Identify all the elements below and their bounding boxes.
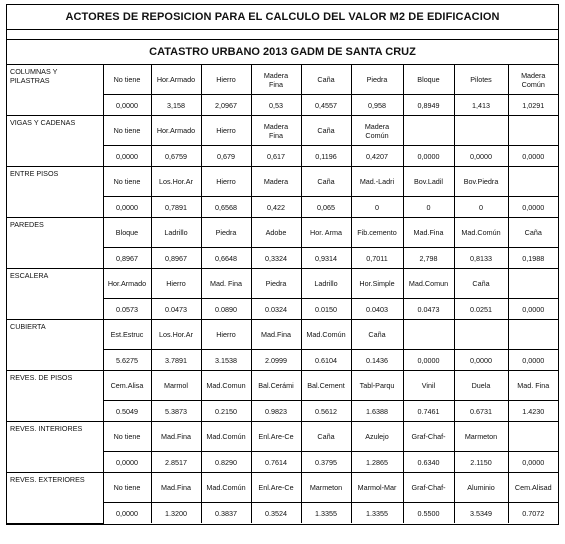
material-label	[508, 473, 558, 503]
material-label	[351, 320, 403, 350]
factor-value: 0.0573	[103, 299, 151, 320]
factor-value: 1.3355	[351, 503, 403, 524]
material-label-text: Hierro	[216, 330, 236, 339]
factors-table	[7, 65, 558, 524]
material-label-text: Marmol	[164, 381, 188, 390]
material-label	[103, 473, 151, 503]
material-label	[301, 116, 351, 146]
material-label-text: Hierro	[216, 126, 236, 135]
factor-value: 0.0251	[454, 299, 508, 320]
material-label	[251, 65, 301, 95]
material-label	[351, 269, 403, 299]
material-label	[251, 116, 301, 146]
category-label: PAREDES	[7, 218, 103, 269]
material-label-text: Fib.cemento	[357, 228, 397, 237]
factor-value: 0,1196	[301, 146, 351, 167]
factor-value: 0.6731	[454, 401, 508, 422]
material-label-row	[7, 422, 558, 452]
material-label-text: No tiene	[113, 126, 141, 135]
material-label-text: Vinil	[421, 381, 436, 390]
factor-value: 0,8967	[103, 248, 151, 269]
factor-value: 0.3795	[301, 452, 351, 473]
material-label-text: Mad.Comun	[206, 381, 246, 390]
material-label-text: Azulejo	[365, 432, 389, 441]
material-label-text: Hor.Armado	[156, 75, 196, 84]
material-label	[351, 371, 403, 401]
material-label	[251, 473, 301, 503]
material-label-text: Marmol-Mar	[357, 483, 397, 492]
factor-value: 0,0000	[508, 350, 558, 371]
factor-value: 1.3200	[151, 503, 201, 524]
material-label	[301, 269, 351, 299]
factor-value: 0.5049	[103, 401, 151, 422]
material-label	[103, 116, 151, 146]
material-label-text: Duela	[471, 381, 491, 390]
material-label-row	[7, 320, 558, 350]
material-label-text: Cem.Alisa	[110, 381, 144, 390]
factor-value: 0,6568	[201, 197, 251, 218]
factor-value: 0.0403	[351, 299, 403, 320]
material-label-text: Bov.Ladil	[413, 177, 444, 186]
material-label-row	[7, 371, 558, 401]
material-label	[301, 371, 351, 401]
material-label-text: Adobe	[265, 228, 287, 237]
factor-value: 0,6759	[151, 146, 201, 167]
factor-value: 0,617	[251, 146, 301, 167]
material-label-row	[7, 269, 558, 299]
material-label	[454, 65, 508, 95]
material-label-text: Aluminio	[467, 483, 495, 492]
factor-value: 0.7461	[403, 401, 454, 422]
factor-value: 0,0000	[403, 146, 454, 167]
material-label	[403, 320, 454, 350]
material-label-text: Los.Hor.Ar	[159, 330, 193, 339]
factor-value: 0.8290	[201, 452, 251, 473]
material-label	[201, 269, 251, 299]
factor-value: 0,3324	[251, 248, 301, 269]
factor-value: 0,9314	[301, 248, 351, 269]
material-label-text: Caña	[472, 279, 490, 288]
factor-value: 0,0000	[508, 299, 558, 320]
material-label-row	[7, 116, 558, 146]
material-label	[508, 422, 558, 452]
factor-value: 0,8967	[151, 248, 201, 269]
material-label-text: Caña	[317, 432, 335, 441]
material-label	[508, 371, 558, 401]
factor-value: 3.1538	[201, 350, 251, 371]
factor-value: 0,4557	[301, 95, 351, 116]
factor-value: 0,0000	[103, 95, 151, 116]
material-label	[508, 167, 558, 197]
factor-value: 2.1150	[454, 452, 508, 473]
factor-value: 1.6388	[351, 401, 403, 422]
factor-value: 0.7072	[508, 503, 558, 524]
material-label-text: Ladrillo	[164, 228, 188, 237]
material-label-text: Marmeton	[309, 483, 343, 492]
factor-value: 0,0000	[403, 350, 454, 371]
material-label	[403, 65, 454, 95]
category-label: CUBIERTA	[7, 320, 103, 371]
factor-value: 1.3355	[301, 503, 351, 524]
material-label-text: Bal.Cement	[307, 381, 345, 390]
factor-value: 0	[454, 197, 508, 218]
factor-value: 0,7891	[151, 197, 201, 218]
material-label	[403, 422, 454, 452]
material-label	[251, 269, 301, 299]
material-label	[301, 65, 351, 95]
factor-value: 0,0000	[103, 146, 151, 167]
factor-value: 0.9823	[251, 401, 301, 422]
material-label	[403, 116, 454, 146]
factor-value: 3,158	[151, 95, 201, 116]
material-label-text: Hierro	[166, 279, 186, 288]
material-label	[351, 473, 403, 503]
material-label-text: Mad.-Ladri	[359, 177, 395, 186]
material-label-text: Mad.Fina	[413, 228, 444, 237]
material-label-text: Bal.Cerámi	[258, 381, 294, 390]
factor-value: 0,0000	[103, 503, 151, 524]
factor-value: 0.3524	[251, 503, 301, 524]
factors-sheet	[6, 4, 559, 525]
category-label: COLUMNAS Y PILASTRAS	[7, 65, 103, 116]
material-label-text: Mad.Común	[306, 330, 346, 339]
material-label-text: Marmeton	[464, 432, 498, 441]
factor-value: 0,1988	[508, 248, 558, 269]
material-label	[151, 116, 201, 146]
material-label	[454, 371, 508, 401]
material-label	[201, 320, 251, 350]
category-label: ESCALERA	[7, 269, 103, 320]
material-label-text: Est.Estruc	[110, 330, 144, 339]
category-label: ENTRE PISOS	[7, 167, 103, 218]
material-label	[403, 473, 454, 503]
material-label-text: Graf-Chaf-	[411, 432, 446, 441]
material-label-text: Enl.Are-Ce	[258, 483, 294, 492]
factor-value: 0.5612	[301, 401, 351, 422]
factor-value: 0.0890	[201, 299, 251, 320]
material-label	[301, 320, 351, 350]
factor-value: 0,6648	[201, 248, 251, 269]
material-label	[351, 167, 403, 197]
factor-value: 2.0999	[251, 350, 301, 371]
material-label	[351, 116, 403, 146]
factor-value: 0.6340	[403, 452, 454, 473]
material-label	[403, 167, 454, 197]
material-label-row	[7, 218, 558, 248]
material-label-text: Enl.Are-Ce	[258, 432, 294, 441]
material-label	[454, 320, 508, 350]
material-label	[201, 371, 251, 401]
material-label	[301, 218, 351, 248]
material-label-text: Mad. Fina	[210, 279, 242, 288]
material-label-text: Piedra	[215, 228, 237, 237]
material-label	[151, 473, 201, 503]
material-label	[508, 269, 558, 299]
material-label-text: Piedra	[265, 279, 287, 288]
material-label-text: Mad. Fina	[517, 381, 550, 390]
factor-value: 0.0324	[251, 299, 301, 320]
factor-value: 1,0291	[508, 95, 558, 116]
material-label	[508, 320, 558, 350]
material-label	[351, 65, 403, 95]
material-label-text: Hierro	[216, 75, 236, 84]
material-label	[103, 269, 151, 299]
material-label	[301, 167, 351, 197]
material-label-text: Hor.Simple	[359, 279, 395, 288]
material-label	[103, 167, 151, 197]
factor-value: 5.3873	[151, 401, 201, 422]
material-label-row	[7, 167, 558, 197]
material-label	[454, 422, 508, 452]
material-label-text: Hor.Armado	[107, 279, 147, 288]
factor-value: 0	[351, 197, 403, 218]
factor-value: 2.8517	[151, 452, 201, 473]
material-label-text: Caña	[524, 228, 542, 237]
factor-value: 0,53	[251, 95, 301, 116]
material-label-text: Mad.Fina	[161, 483, 191, 492]
category-label: REVES. INTERIORES	[7, 422, 103, 473]
material-label-text: Hierro	[216, 177, 236, 186]
document-subtitle: CATASTRO URBANO 2013 GADM DE SANTA CRUZ	[7, 39, 558, 65]
factor-value: 0,422	[251, 197, 301, 218]
factor-value: 0	[403, 197, 454, 218]
material-label	[251, 371, 301, 401]
factor-value: 0,0000	[103, 197, 151, 218]
material-label	[508, 65, 558, 95]
factor-value: 0,8133	[454, 248, 508, 269]
factor-value: 0.2150	[201, 401, 251, 422]
factor-value: 0,0000	[508, 452, 558, 473]
factor-value: 1,413	[454, 95, 508, 116]
factor-value: 0.7614	[251, 452, 301, 473]
material-label-row	[7, 473, 558, 503]
material-label-text: Mad.Fina	[161, 432, 191, 441]
material-label	[301, 473, 351, 503]
factor-value: 0,065	[301, 197, 351, 218]
material-label-text: Madera Común	[521, 70, 546, 89]
material-label	[251, 422, 301, 452]
material-label-text: Caña	[317, 126, 335, 135]
material-label-text: No tiene	[113, 177, 141, 186]
material-label-text: Mad.Común	[461, 228, 501, 237]
material-label	[351, 218, 403, 248]
material-label	[508, 218, 558, 248]
material-label-text: Caña	[368, 330, 386, 339]
factor-value: 3.7891	[151, 350, 201, 371]
material-label-text: Mad.Fina	[261, 330, 291, 339]
material-label	[301, 422, 351, 452]
factor-value: 1.2865	[351, 452, 403, 473]
material-label	[251, 320, 301, 350]
material-label	[251, 167, 301, 197]
factor-value: 0,4207	[351, 146, 403, 167]
factor-value: 0.0473	[403, 299, 454, 320]
material-label-text: No tiene	[113, 432, 141, 441]
material-label-row	[7, 65, 558, 95]
factor-value: 0.1436	[351, 350, 403, 371]
material-label-text: Mad.Comun	[408, 279, 449, 288]
material-label	[201, 218, 251, 248]
material-label-text: No tiene	[113, 483, 141, 492]
material-label-text: Los.Hor.Ar	[159, 177, 193, 186]
material-label	[103, 65, 151, 95]
material-label-text: Piedra	[366, 75, 388, 84]
factor-value: 1.4230	[508, 401, 558, 422]
material-label-text: No tiene	[113, 75, 141, 84]
material-label	[508, 116, 558, 146]
factor-value: 0,679	[201, 146, 251, 167]
material-label	[201, 167, 251, 197]
material-label	[151, 422, 201, 452]
material-label	[103, 371, 151, 401]
category-label: REVES. DE PISOS	[7, 371, 103, 422]
material-label-text: Mad.Común	[206, 483, 246, 492]
material-label	[151, 269, 201, 299]
factor-value: 0,0000	[454, 146, 508, 167]
material-label-text: Madera	[263, 177, 289, 186]
material-label	[454, 167, 508, 197]
material-label-text: Cem.Alisad	[514, 483, 552, 492]
material-label	[403, 371, 454, 401]
factor-value: 2,798	[403, 248, 454, 269]
factor-value: 0,0000	[508, 197, 558, 218]
factor-value: 0.3837	[201, 503, 251, 524]
material-label	[103, 320, 151, 350]
material-label-text: Hor. Arma	[310, 228, 342, 237]
factor-value: 0.0150	[301, 299, 351, 320]
material-label	[151, 65, 201, 95]
factor-value: 5.6275	[103, 350, 151, 371]
material-label	[454, 473, 508, 503]
material-label	[201, 473, 251, 503]
factor-value: 0,0000	[508, 146, 558, 167]
factor-value: 0,7011	[351, 248, 403, 269]
material-label	[454, 116, 508, 146]
material-label	[103, 218, 151, 248]
factor-value: 0.0473	[151, 299, 201, 320]
material-label-text: Bloque	[115, 228, 139, 237]
category-label: REVES. EXTERIORES	[7, 473, 103, 524]
material-label	[201, 422, 251, 452]
material-label	[201, 116, 251, 146]
material-label-text: Hor.Armado	[156, 126, 196, 135]
material-label-text: Graf-Chaf-	[411, 483, 446, 492]
factor-value: 0,0000	[103, 452, 151, 473]
material-label-text: Ladrillo	[314, 279, 338, 288]
material-label-text: Pilotes	[470, 75, 492, 84]
factors-table-body	[7, 65, 558, 523]
material-label	[403, 218, 454, 248]
material-label-text: Bov.Piedra	[463, 177, 499, 186]
material-label	[251, 218, 301, 248]
material-label	[351, 422, 403, 452]
material-label	[454, 218, 508, 248]
factor-value: 2,0967	[201, 95, 251, 116]
material-label	[454, 269, 508, 299]
factor-value: 0,0000	[454, 350, 508, 371]
material-label-text: Mad.Común	[206, 432, 246, 441]
material-label-text: Bloque	[417, 75, 440, 84]
factor-value: 0.6104	[301, 350, 351, 371]
material-label-text: Caña	[317, 177, 335, 186]
factor-value: 3.5349	[454, 503, 508, 524]
material-label-text: Caña	[317, 75, 335, 84]
material-label	[151, 371, 201, 401]
material-label	[151, 320, 201, 350]
document-title: ACTORES DE REPOSICION PARA EL CALCULO DEL VALOR M2 DE EDIFICACION	[7, 5, 558, 30]
factor-value: 0,958	[351, 95, 403, 116]
factor-value: 0,8949	[403, 95, 454, 116]
category-label: VIGAS Y CADENAS	[7, 116, 103, 167]
material-label	[151, 167, 201, 197]
material-label-text: Madera Fina	[263, 121, 289, 140]
material-label	[403, 269, 454, 299]
material-label	[103, 422, 151, 452]
material-label	[151, 218, 201, 248]
material-label-text: Madera Común	[364, 121, 390, 140]
material-label	[201, 65, 251, 95]
factor-value: 0.5500	[403, 503, 454, 524]
material-label-text: Tabl-Parqu	[359, 381, 395, 390]
material-label-text: Madera Fina	[263, 70, 289, 89]
